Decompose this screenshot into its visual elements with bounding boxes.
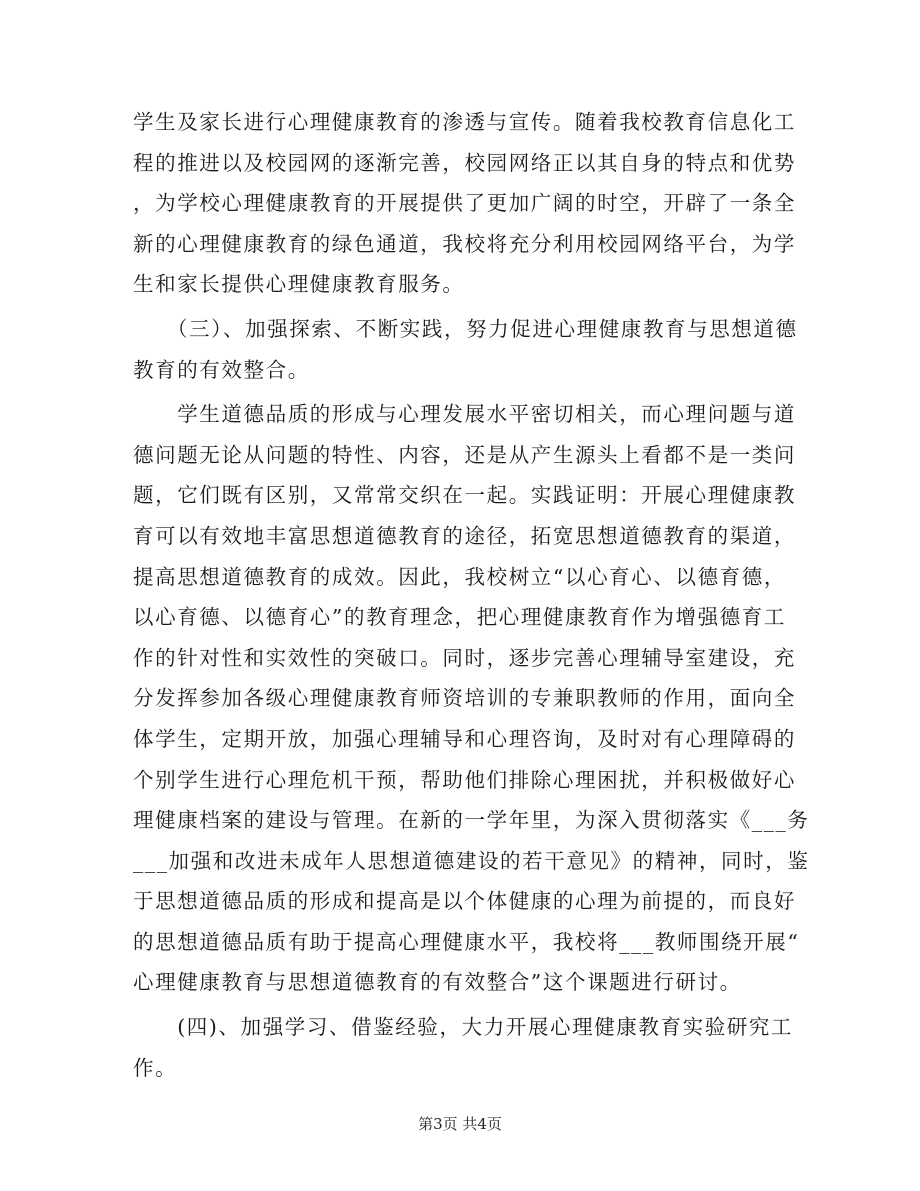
text-line: ___加强和改进未成年人思想道德建设的若干意见》的精神，同时，鉴 (133, 848, 810, 873)
text-line: 学生道德品质的形成与心理发展水平密切相关，而心理问题与道 (133, 402, 796, 427)
paragraph-1 (133, 102, 796, 305)
text-line: 程的推进以及校园网的逐渐完善，校园网络正以其自身的特点和优势 (133, 150, 796, 175)
text-line: 于思想道德品质的形成和提高是以个体健康的心理为前提的，而良好 (133, 889, 796, 914)
text-line: 作的针对性和实效性的突破口。同时，逐步完善心理辅导室建设，充 (133, 645, 796, 670)
text-line: 体学生，定期开放，加强心理辅导和心理咨询，及时对有心理障碍的 (133, 726, 796, 751)
text-line: 的思想道德品质有助于提高心理健康水平，我校将___教师围绕开展“ (133, 929, 800, 954)
text-line: 以心育德、以德育心”的教育理念，把心理健康教育作为增强德育工 (133, 605, 786, 630)
text-line: 个别学生进行心理危机干预，帮助他们排除心理困扰，并积极做好心 (133, 767, 796, 792)
paragraph-4-heading (133, 1007, 794, 1088)
text-line: 生和家长提供心理健康教育服务。 (133, 272, 465, 297)
text-line: （三）、加强探索、不断实践，努力促进心理健康教育与思想道德 (133, 316, 798, 341)
paragraph-2-heading (133, 309, 798, 390)
text-line: ，为学校心理健康教育的开展提供了更加广阔的时空，开辟了一条全 (133, 191, 796, 216)
text-line: 作。 (133, 1055, 178, 1080)
text-line: 提高思想道德教育的成效。因此，我校树立“以心育心、以德育德， (133, 564, 786, 589)
page-number-footer: 第3页 共4页 (418, 1115, 502, 1133)
paragraph-3 (133, 394, 810, 1003)
text-line: 分发挥参加各级心理健康教育师资培训的专兼职教师的作用，面向全 (133, 686, 796, 711)
text-line: 育可以有效地丰富思想道德教育的途径，拓宽思想道德教育的渠道， (133, 523, 796, 548)
document-body (133, 102, 810, 1092)
text-line: 心理健康教育与思想道德教育的有效整合”这个课题进行研讨。 (133, 970, 742, 995)
text-line: 题，它们既有区别，又常常交织在一起。实践证明：开展心理健康教 (133, 483, 796, 508)
text-line: 理健康档案的建设与管理。在新的一学年里，为深入贯彻落实《___务 (133, 808, 810, 833)
text-line: 教育的有效整合。 (133, 357, 310, 382)
text-line: 新的心理健康教育的绿色通道，我校将充分利用校园网络平台，为学 (133, 231, 796, 256)
text-line: 学生及家长进行心理健康教育的渗透与宣传。随着我校教育信息化工 (133, 110, 796, 134)
text-line: (四)、加强学习、借鉴经验，大力开展心理健康教育实验研究工 (133, 1015, 794, 1040)
text-line: 德问题无论从问题的特性、内容，还是从产生源头上看都不是一类问 (133, 442, 796, 467)
